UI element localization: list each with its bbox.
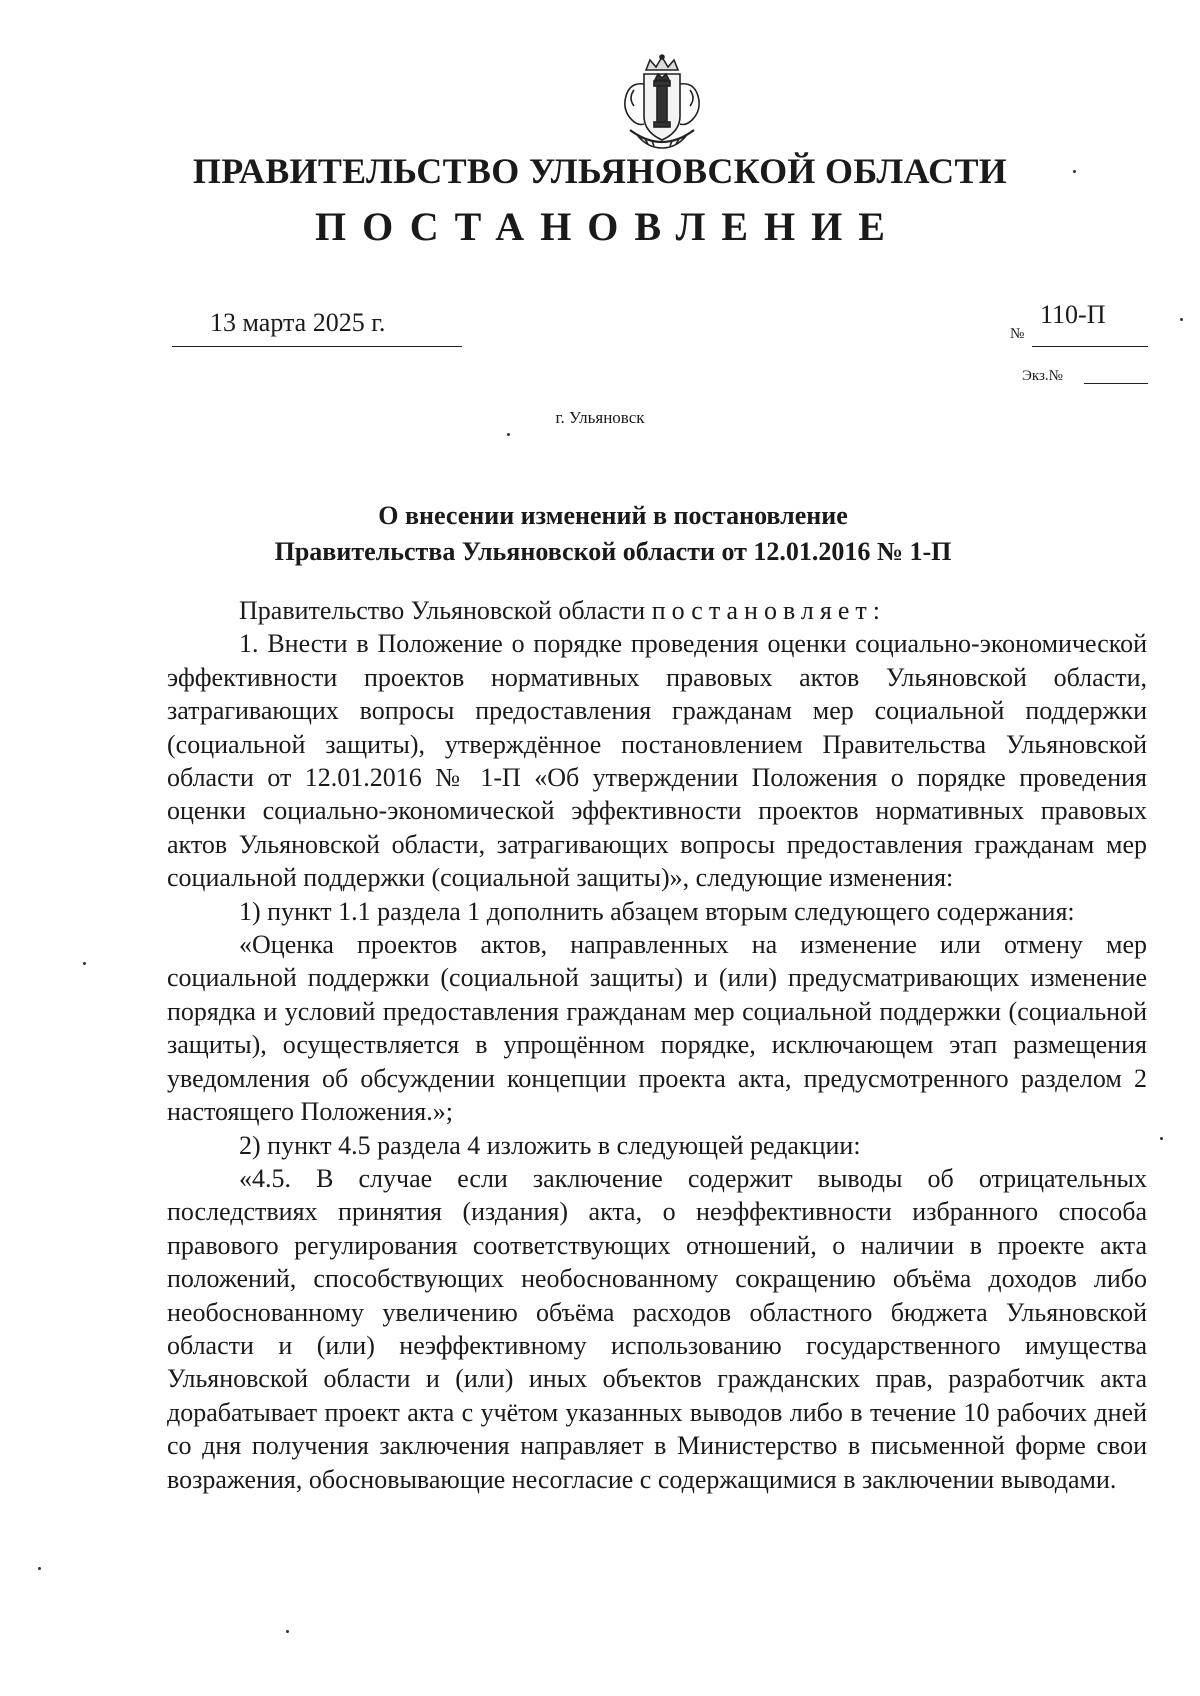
- scan-speck: [507, 433, 510, 436]
- scan-speck: [1180, 318, 1183, 321]
- copy-number-label: Экз.№: [1022, 368, 1063, 384]
- intro-lead: Правительство Ульяновской области: [239, 596, 646, 625]
- paragraph-3: «Оценка проектов актов, направленных на изменение или отмену мер социальной поддержки (социальной защиты) и (или) предусматривающих изменение порядка и условий предоставления гражданам мер социальной поддержки (социальной защиты), осуществляется в упрощённом порядке, исключающем этап размещения уведомления об обсуждении концепции проекта акта, предусмотренного разделом 2 настоящего Положения.»;: [167, 930, 1147, 1127]
- scan-speck: [38, 1567, 41, 1570]
- scan-speck: [1160, 1137, 1163, 1140]
- paragraph-1: 1. Внести в Положение о порядке проведения оценки социально-экономической эффективности проектов нормативных правовых актов Ульяновской области, затрагивающих вопросы предоставления гражданам мер социальной поддержки (социальной защиты), утверждённое постановлением Правительства Ульяновской области от 12.01.2016 № 1-П «Об утверждении Положения о порядке проведения оценки социально-экономической эффективности проектов нормативных правовых актов Ульяновской области, затрагивающих вопросы предоставления гражданам мер социальной поддержки (социальной защиты)», следующие изменения:: [167, 629, 1147, 893]
- government-title: ПРАВИТЕЛЬСТВО УЛЬЯНОВСКОЙ ОБЛАСТИ: [192, 151, 1008, 191]
- document-title-line-2: Правительства Ульяновской области от 12.01.2016 № 1-П: [274, 537, 952, 566]
- coat-of-arms-icon: [608, 54, 716, 154]
- intro-verb: постановляет:: [651, 596, 886, 625]
- paragraph-5: «4.5. В случае если заключение содержит выводы об отрицательных последствиях принятия (издания) акта, о неэффективности избранного способа правового регулирования соответствующих отношений, о наличии в проекте акта положений, способствующих необоснованному сокращению объёма доходов либо необоснованному увеличению объёма расходов областного бюджета Ульяновской области и (или) неэффективному использованию государственного имущества Ульяновской области и (или) иных объектов гражданских прав, разработчик акта дорабатывает проект акта с учётом указанных выводов либо в течение 10 рабочих дней со дня получения заключения направляет в Министерство в письменной форме свои возражения, обосновывающие несогласие с содержащимися в заключении выводами.: [167, 1163, 1147, 1494]
- document-title-line-1: О внесении изменений в постановление: [378, 501, 848, 530]
- scan-speck: [1073, 170, 1076, 173]
- document-type-heading: ПОСТАНОВЛЕНИЕ: [315, 204, 901, 249]
- document-body: [167, 594, 1147, 1496]
- number-sign: №: [1010, 326, 1025, 342]
- document-date: 13 марта 2025 г.: [210, 308, 386, 337]
- city-label: г. Ульяновск: [555, 408, 645, 427]
- date-underline: [172, 346, 462, 347]
- number-underline: [1032, 346, 1148, 347]
- paragraph-4: 2) пункт 4.5 раздела 4 изложить в следующей редакции:: [239, 1130, 861, 1160]
- document-number: 110-П: [1040, 300, 1106, 329]
- paragraph-2: 1) пункт 1.1 раздела 1 дополнить абзацем вторым следующего содержания:: [239, 896, 1075, 926]
- scan-speck: [286, 1630, 289, 1633]
- intro-paragraph: [167, 594, 1147, 627]
- copy-number-underline: [1084, 383, 1148, 384]
- document-title: [160, 498, 1066, 570]
- scan-speck: [83, 962, 86, 965]
